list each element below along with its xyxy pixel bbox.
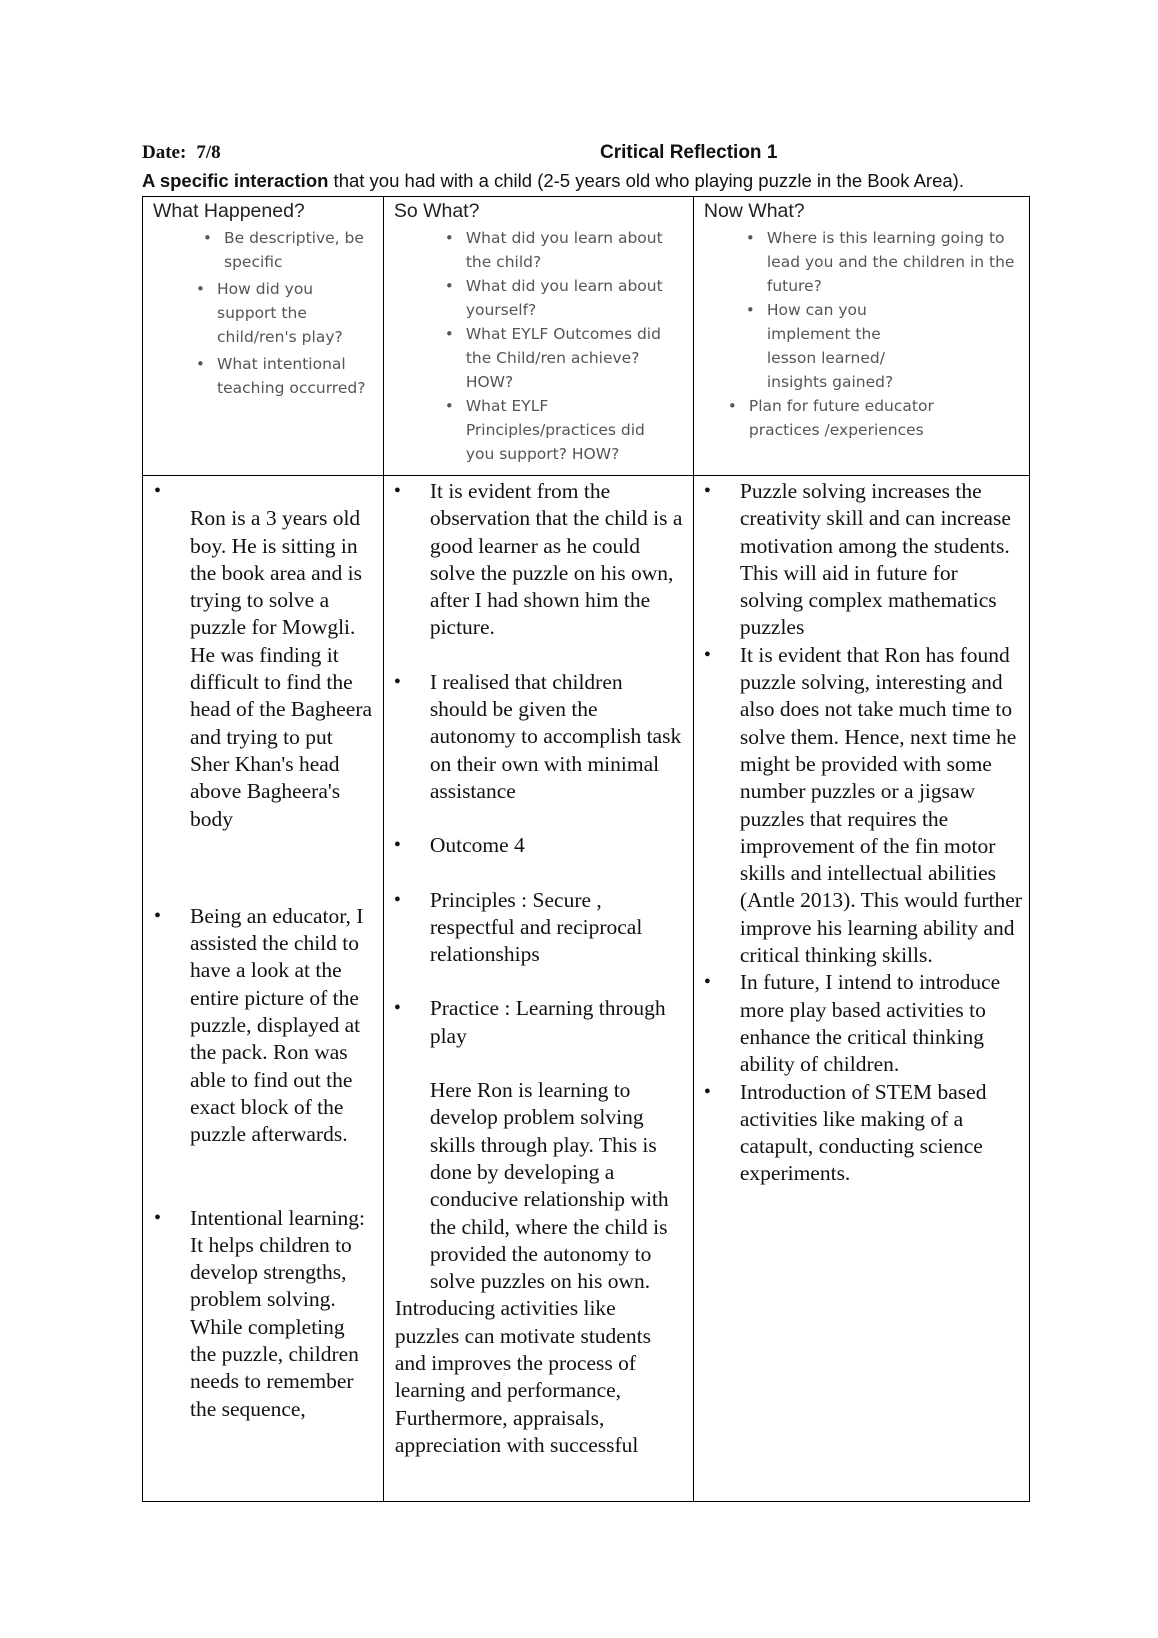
so-what-list bbox=[384, 478, 693, 1050]
what-happened-list bbox=[143, 478, 383, 1423]
body-cell-so-what bbox=[383, 476, 693, 1502]
question-item: • What did you learn about yourself? bbox=[466, 274, 676, 322]
header-cell-what-happened bbox=[143, 197, 384, 476]
list-item: • I realised that children should be given the autonomy to accomplish task on their own with minimal assistance bbox=[430, 669, 685, 805]
list-item: • Principles : Secure , respectful and reciprocal relationships bbox=[430, 887, 685, 969]
header-cell-now-what bbox=[693, 197, 1029, 476]
list-item: • It is evident from the observation that the child is a good learner as he could solve the puzzle on his own, after I had shown him the picture. bbox=[430, 478, 685, 642]
list-item: • Puzzle solving increases the creativity skill and can increase motivation among the students. This will aid in future for solving complex mathematics puzzles bbox=[740, 478, 1025, 642]
date-value: 7/8 bbox=[196, 142, 221, 163]
column-heading-now-what: Now What? bbox=[703, 200, 805, 222]
reflection-table bbox=[142, 196, 1030, 1502]
so-what-paragraph: Here Ron is learning to develop problem solving skills through play. This is done by developing a conducive relationship with the child, where the child is provided the autonomy to solve puzzles on his own. bbox=[429, 1078, 669, 1294]
date-label: Date: bbox=[142, 142, 187, 163]
question-item: • Plan for future educator practices /experiences bbox=[749, 394, 959, 442]
list-item: • Practice : Learning through play bbox=[430, 995, 685, 1050]
question-list-so-what bbox=[384, 226, 693, 466]
question-item: • Be descriptive, be specific bbox=[224, 226, 374, 274]
date-line bbox=[142, 142, 221, 164]
now-what-list bbox=[694, 478, 1029, 1188]
interaction-description-bold: A specific interaction bbox=[142, 170, 329, 191]
page-title: Critical Reflection 1 bbox=[600, 142, 778, 163]
question-item: • What EYLF Outcomes did the Child/ren achieve? HOW? bbox=[466, 322, 676, 394]
list-item: • Introduction of STEM based activities like making of a catapult, conducting science experiments. bbox=[740, 1079, 1025, 1188]
question-item: • What did you learn about the child? bbox=[466, 226, 676, 274]
question-item: • What EYLF Principles/practices did you support? HOW? bbox=[466, 394, 666, 466]
so-what-tail-paragraph: Introducing activities like puzzles can motivate students and improves the process of learning and performance, Furthermore, appraisals, appreciation with successful bbox=[394, 1296, 651, 1457]
list-item: • Intentional learning: It helps children to develop strengths, problem solving. While completing the puzzle, children needs to remember the sequence, bbox=[190, 1205, 375, 1423]
header-cell-so-what bbox=[383, 197, 693, 476]
list-item: • In future, I intend to introduce more play based activities to enhance the critical thinking ability of children. bbox=[740, 969, 1025, 1078]
interaction-description bbox=[142, 170, 1042, 192]
question-item: • How can you implement the lesson learned/ insights gained? bbox=[767, 298, 907, 394]
question-item: • What intentional teaching occurred? bbox=[217, 352, 377, 400]
list-item: • Ron is a 3 years old boy. He is sitting in the book area and is trying to solve a puzzle for Mowgli. He was finding it difficult to find the head of the Bagheera and trying to put Sher Khan's head above Bagheera's body bbox=[190, 478, 375, 833]
question-list-what-happened bbox=[143, 226, 383, 400]
list-item: • It is evident that Ron has found puzzle solving, interesting and also does not take much time to solve them. Hence, next time he might be provided with some number puzzles or a jigsaw puzzles that requires the improvement of the fin motor skills and intellectual abilities (Antle 2013). This would further improve his learning ability and critical thinking skills. bbox=[740, 642, 1025, 970]
question-item: • How did you support the child/ren's play? bbox=[217, 277, 367, 349]
body-cell-now-what bbox=[693, 476, 1029, 1502]
question-item: • Where is this learning going to lead you and the children in the future? bbox=[767, 226, 1017, 298]
column-heading-so-what: So What? bbox=[393, 200, 480, 222]
body-cell-what-happened bbox=[143, 476, 384, 1502]
document-header bbox=[142, 142, 1022, 168]
interaction-description-rest: that you had with a child (2-5 years old who playing puzzle in the Book Area). bbox=[328, 170, 964, 191]
list-item: • Outcome 4 bbox=[430, 832, 685, 859]
question-list-now-what bbox=[694, 226, 1029, 442]
list-item: • Being an educator, I assisted the child to have a look at the entire picture of the puzzle, displayed at the pack. Ron was able to find out the exact block of the puzzle afterwards. bbox=[190, 903, 375, 1149]
column-heading-what-happened: What Happened? bbox=[153, 200, 305, 222]
